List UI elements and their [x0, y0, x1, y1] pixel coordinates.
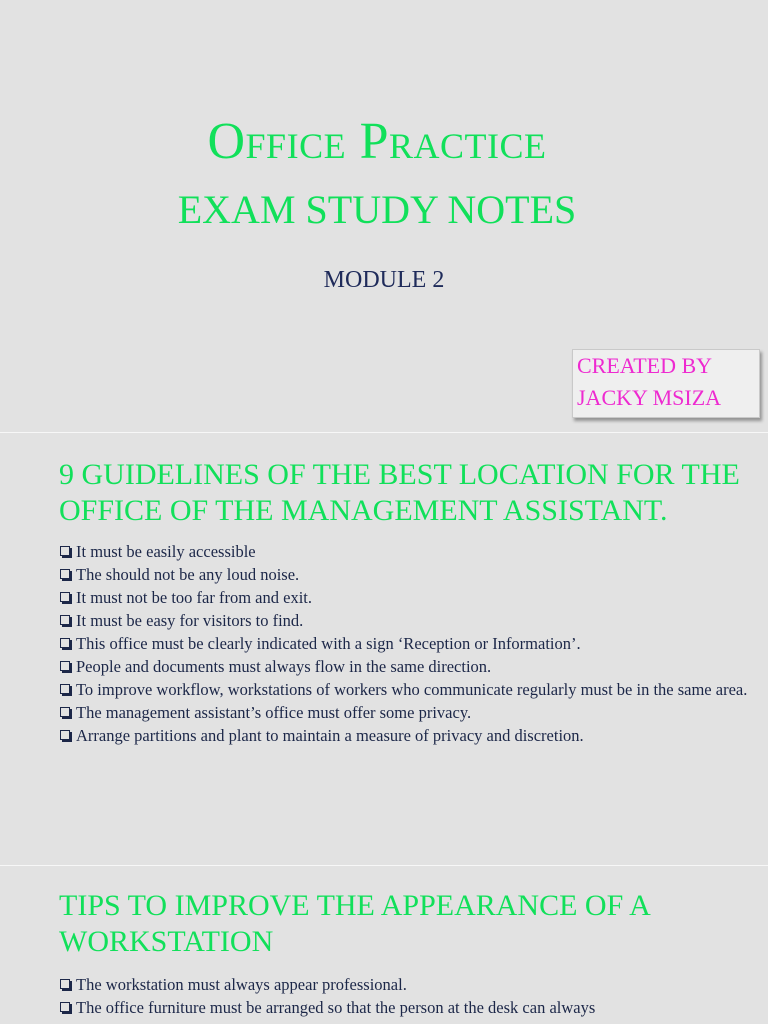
checkbox-bullet-icon	[60, 569, 70, 579]
checkbox-bullet-icon	[60, 684, 70, 694]
tips-slide	[0, 866, 768, 1024]
list-item: Arrange partitions and plant to maintain a measure of privacy and discretion.	[58, 724, 748, 747]
checkbox-bullet-icon	[60, 707, 70, 717]
author-line-1: CREATED BY	[577, 353, 713, 378]
list-item: It must not be too far from and exit.	[58, 586, 748, 609]
checkbox-bullet-icon	[60, 1002, 70, 1012]
checkbox-bullet-icon	[60, 615, 70, 625]
list-item: To improve workflow, workstations of workers who communicate regularly must be in the same area.	[58, 678, 748, 701]
slide-subtitle: EXAM STUDY NOTES	[177, 187, 577, 232]
guidelines-list	[58, 540, 748, 747]
author-line-2: JACKY MSIZA	[577, 385, 722, 410]
list-item: The should not be any loud noise.	[58, 563, 748, 586]
tips-list	[58, 973, 748, 1019]
list-item: The workstation must always appear professional.	[58, 973, 748, 996]
guidelines-heading: 9 GUIDELINES OF THE BEST LOCATION FOR THE OFFICE OF THE MANAGEMENT ASSISTANT.	[59, 458, 740, 527]
module-label: MODULE 2	[323, 267, 445, 293]
guidelines-slide	[0, 433, 768, 865]
list-item: The management assistant’s office must offer some privacy.	[58, 701, 748, 724]
checkbox-bullet-icon	[60, 979, 70, 989]
checkbox-bullet-icon	[60, 661, 70, 671]
tips-heading: TIPS TO IMPROVE THE APPEARANCE OF A WORKSTATION	[59, 889, 650, 958]
slide-title: Office Practice	[207, 113, 547, 170]
list-item: The office furniture must be arranged so that the person at the desk can always	[58, 996, 748, 1019]
list-item: People and documents must always flow in the same direction.	[58, 655, 748, 678]
author-box	[572, 349, 760, 418]
checkbox-bullet-icon	[60, 592, 70, 602]
list-item: It must be easily accessible	[58, 540, 748, 563]
checkbox-bullet-icon	[60, 546, 70, 556]
checkbox-bullet-icon	[60, 638, 70, 648]
list-item: It must be easy for visitors to find.	[58, 609, 748, 632]
checkbox-bullet-icon	[60, 730, 70, 740]
list-item: This office must be clearly indicated with a sign ‘Reception or Information’.	[58, 632, 748, 655]
title-slide	[0, 0, 768, 432]
